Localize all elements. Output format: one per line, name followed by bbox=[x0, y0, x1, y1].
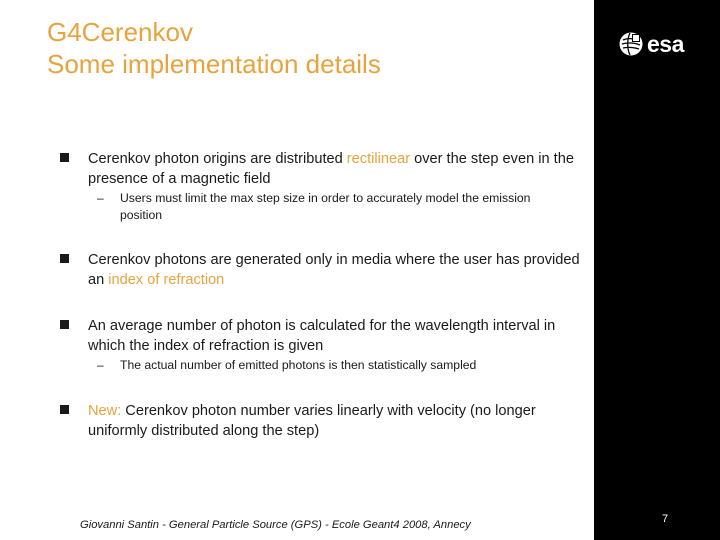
bullet-1-text-b: over the step even in the presence of a magnetic field bbox=[88, 151, 574, 187]
slide-title bbox=[47, 16, 577, 80]
bullet-square-icon bbox=[60, 153, 69, 162]
bullet-4-highlight: New: bbox=[88, 403, 122, 419]
bullet-4-text-b: Cerenkov photon number varies linearly with velocity (no longer uniformly distributed along the step) bbox=[88, 403, 536, 439]
sub-bullet-dash: – bbox=[97, 191, 104, 205]
bullet-2-highlight: index of refraction bbox=[108, 272, 225, 288]
sub-bullet-dash: – bbox=[97, 358, 104, 372]
sub-bullet-3-text: The actual number of emitted photons is then statistically sampled bbox=[120, 358, 477, 372]
title-line-1: G4Cerenkov bbox=[47, 17, 193, 47]
esa-logo-text: esa bbox=[647, 30, 684, 57]
esa-logo bbox=[618, 28, 698, 60]
sub-bullet-1-text: Users must limit the max step size in order to accurately model the emission position bbox=[120, 191, 531, 222]
bullet-square-icon bbox=[60, 320, 69, 329]
bullet-1-text bbox=[88, 149, 588, 189]
bullet-2-text-a: Cerenkov photons are generated only in media where the user has provided an bbox=[88, 252, 580, 288]
bullet-square-icon bbox=[60, 405, 69, 414]
page-number: 7 bbox=[662, 513, 669, 525]
title-line-2: Some implementation details bbox=[47, 49, 381, 79]
bullet-1-text-a: Cerenkov photon origins are distributed bbox=[88, 151, 347, 167]
bullet-2-text bbox=[88, 250, 588, 290]
bullet-square-icon bbox=[60, 254, 69, 263]
bullet-1-highlight: rectilinear bbox=[346, 151, 411, 167]
footer-credit: Giovanni Santin - General Particle Source (GPS) - Ecole Geant4 2008, Annecy bbox=[80, 519, 471, 531]
esa-globe-icon bbox=[618, 31, 644, 57]
black-sidebar bbox=[594, 0, 720, 540]
bullet-3-text: An average number of photon is calculated for the wavelength interval in which the index of refraction is given bbox=[88, 318, 556, 354]
bullet-4-text bbox=[88, 401, 588, 441]
